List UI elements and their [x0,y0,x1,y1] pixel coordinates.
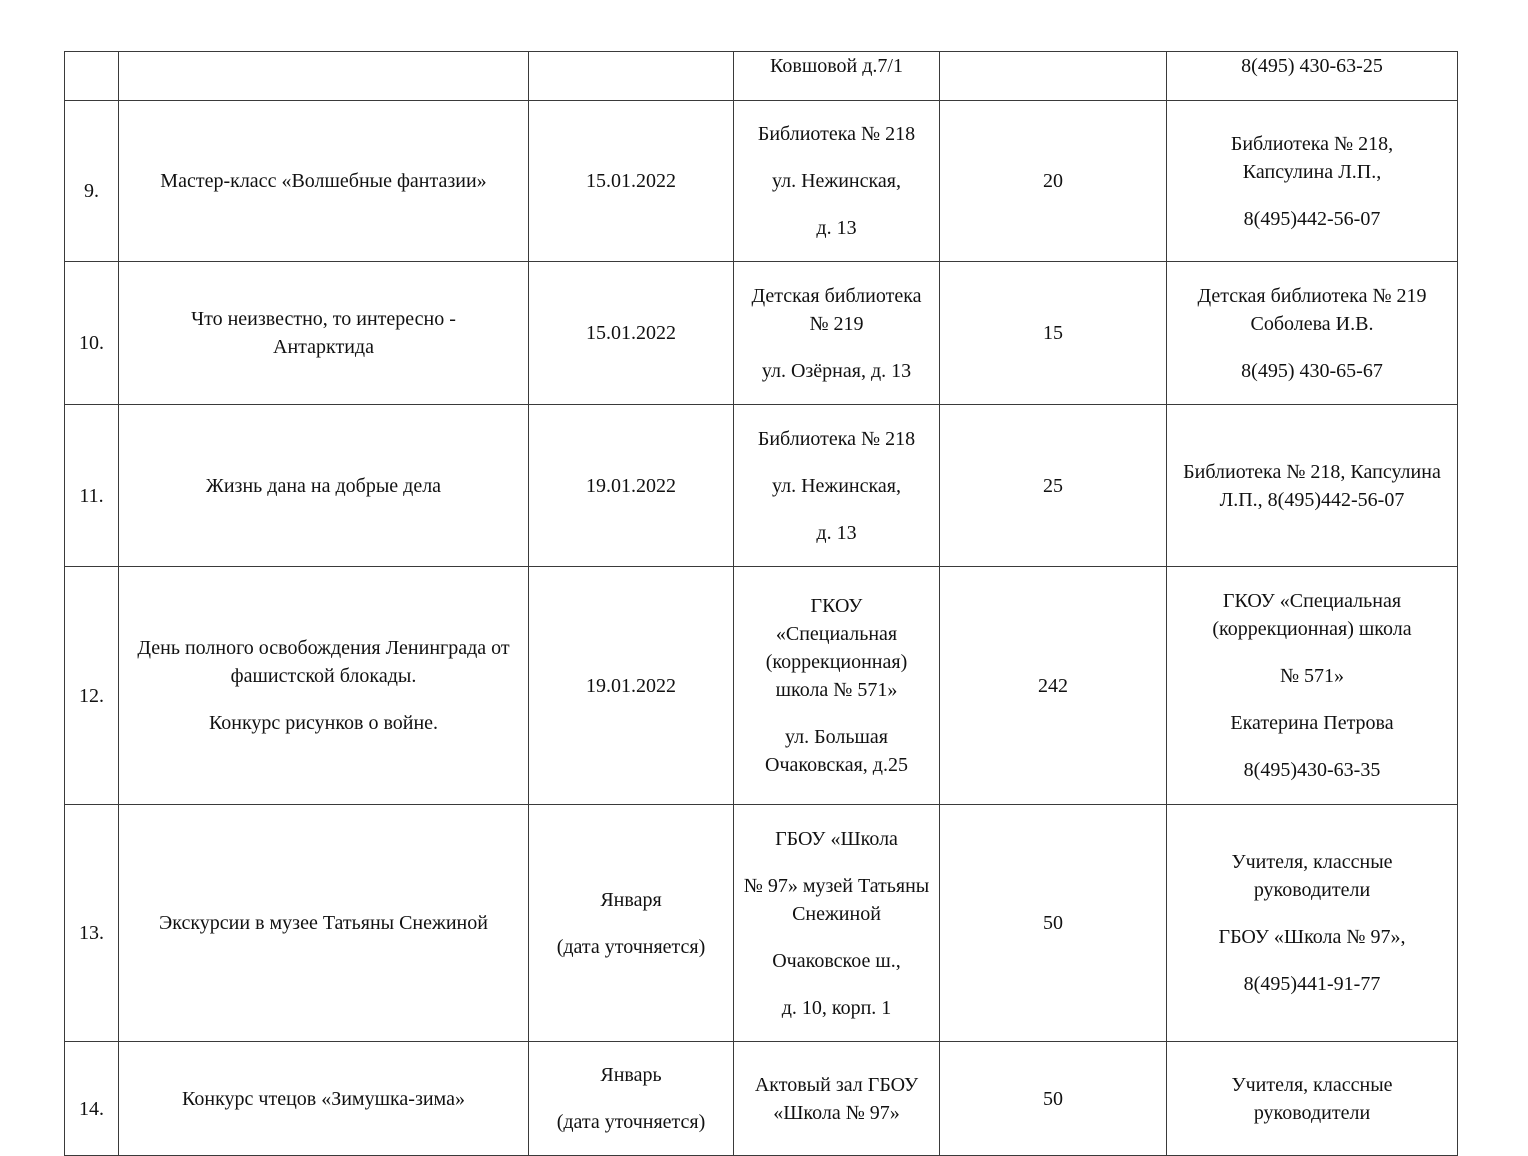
place-cell: Детская библиотека № 219 ул. Озёрная, д. 13 [734,262,940,405]
table-row [65,805,1458,1042]
row-number: 13. [65,805,119,1042]
count-cell: 15 [940,262,1167,405]
contact-cell: Учителя, классные руководители ГБОУ «Школа № 97», 8(495)441-91-77 [1167,805,1458,1042]
date-cell [529,52,734,101]
event-cell: Жизнь дана на добрые дела [119,405,529,567]
place-cell: Библиотека № 218 ул. Нежинская, д. 13 [734,101,940,262]
event-cell: Что неизвестно, то интересно - Антарктида [119,262,529,405]
date-cell: 19.01.2022 [529,567,734,805]
contact-cell: Библиотека № 218, Капсулина Л.П., 8(495)442-56-07 [1167,101,1458,262]
date-cell: Январь (дата уточняется) [529,1042,734,1156]
count-cell: 50 [940,805,1167,1042]
count-cell: 20 [940,101,1167,262]
count-cell: 242 [940,567,1167,805]
table-row [65,567,1458,805]
row-number: 9. [65,101,119,262]
contact-cell: ГКОУ «Специальная (коррекционная) школа № 571» Екатерина Петрова 8(495)430-63-35 [1167,567,1458,805]
events-table [64,51,1458,1156]
date-cell: 15.01.2022 [529,101,734,262]
row-number: 14. [65,1042,119,1156]
row-number: 12. [65,567,119,805]
contact-cell: Библиотека № 218, Капсулина Л.П., 8(495)442-56-07 [1167,405,1458,567]
contact-cell: Детская библиотека № 219 Соболева И.В. 8(495) 430-65-67 [1167,262,1458,405]
table-row [65,405,1458,567]
event-cell: Мастер-класс «Волшебные фантазии» [119,101,529,262]
event-cell: День полного освобождения Ленинграда от фашистской блокады. Конкурс рисунков о войне. [119,567,529,805]
row-number: 10. [65,262,119,405]
table-row [65,262,1458,405]
place-cell: ГБОУ «Школа № 97» музей Татьяны Снежиной Очаковское ш., д. 10, корп. 1 [734,805,940,1042]
count-cell: 25 [940,405,1167,567]
event-cell: Экскурсии в музее Татьяны Снежиной [119,805,529,1042]
place-cell: Библиотека № 218 ул. Нежинская, д. 13 [734,405,940,567]
event-cell: Конкурс чтецов «Зимушка-зима» [119,1042,529,1156]
count-cell: 50 [940,1042,1167,1156]
table-row [65,52,1458,101]
table-row [65,101,1458,262]
table-row [65,1042,1458,1156]
contact-cell: 8(495) 430-63-25 [1167,52,1458,101]
date-cell: Января (дата уточняется) [529,805,734,1042]
date-cell: 19.01.2022 [529,405,734,567]
row-number: 11. [65,405,119,567]
date-cell: 15.01.2022 [529,262,734,405]
place-cell: Актовый зал ГБОУ «Школа № 97» [734,1042,940,1156]
count-cell [940,52,1167,101]
row-number [65,52,119,101]
event-cell [119,52,529,101]
place-cell: ГКОУ «Специальная (коррекционная) школа № 571» ул. Большая Очаковская, д.25 [734,567,940,805]
contact-cell: Учителя, классные руководители [1167,1042,1458,1156]
place-cell: Ковшовой д.7/1 [734,52,940,101]
